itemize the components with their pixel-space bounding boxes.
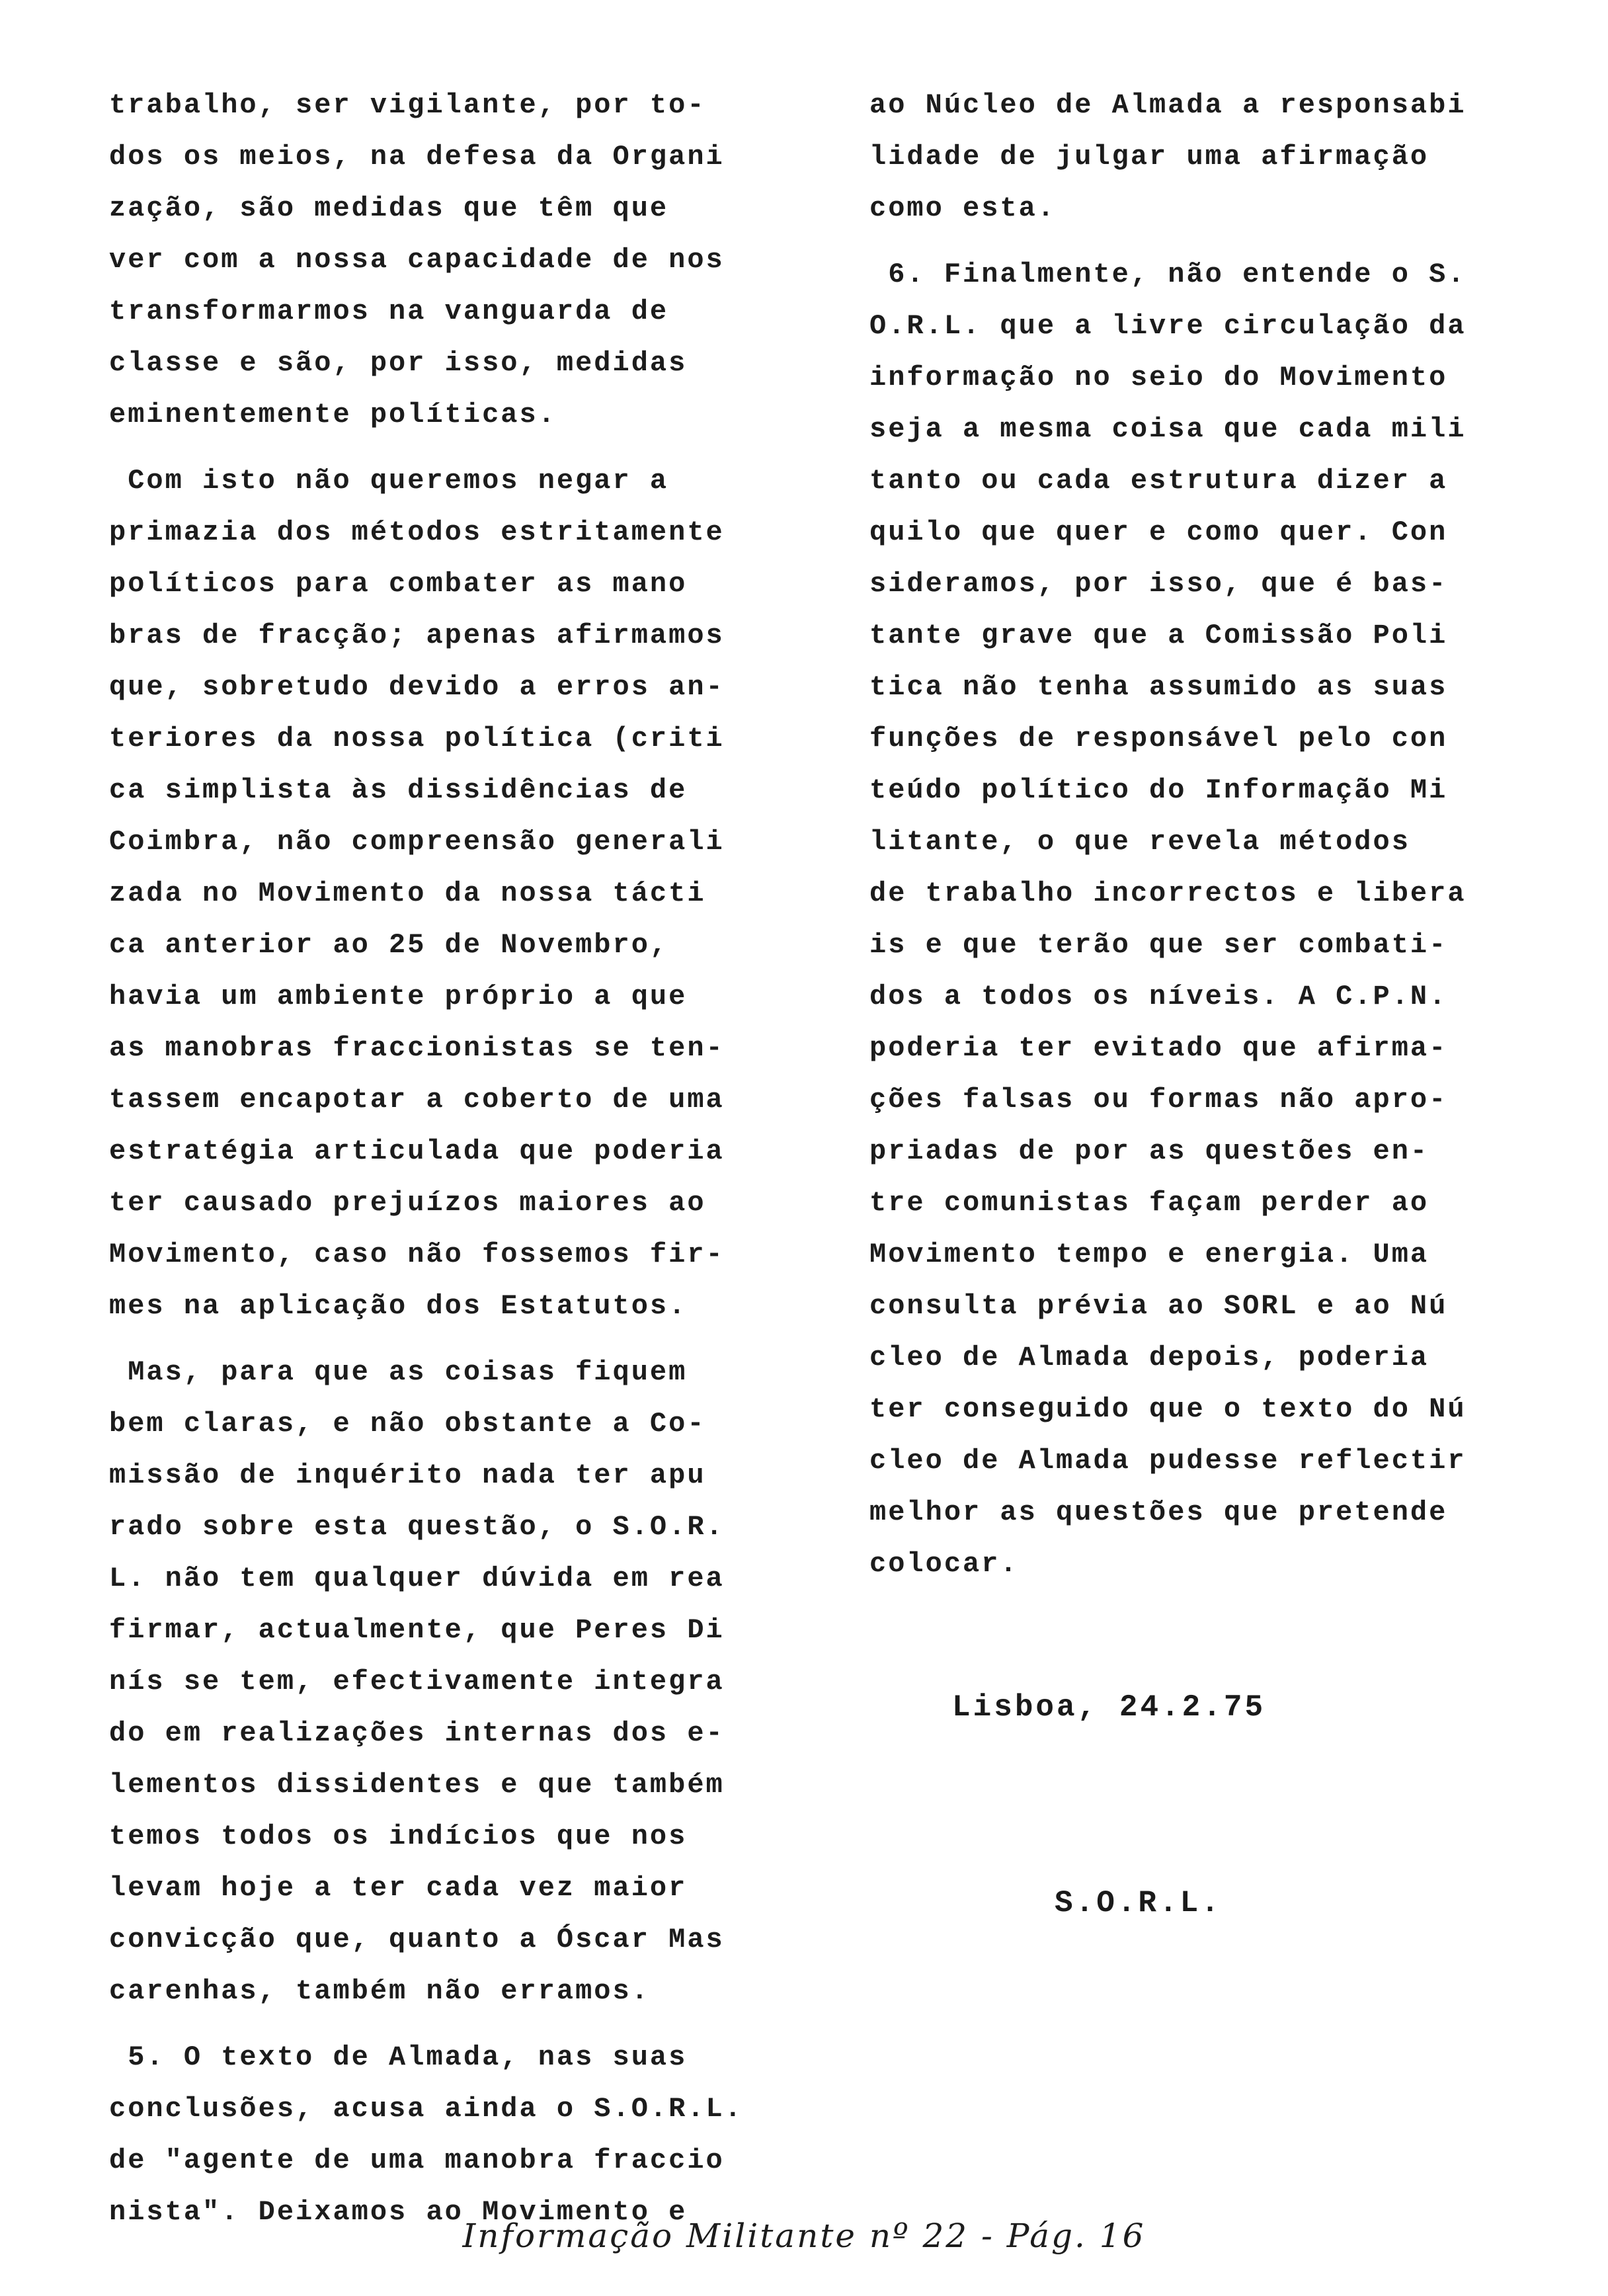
text-line: cleo de Almada depois, poderia bbox=[869, 1342, 1429, 1374]
text-line: tante grave que a Comissão Poli bbox=[869, 620, 1448, 651]
text-line: consulta prévia ao SORL e ao Nú bbox=[869, 1290, 1448, 1322]
text-line: convicção que, quanto a Óscar Mas bbox=[109, 1924, 725, 1955]
text-line: como esta. bbox=[869, 192, 1057, 224]
text-line: conclusões, acusa ainda o S.O.R.L. bbox=[109, 2093, 743, 2125]
text-line: mes na aplicação dos Estatutos. bbox=[109, 1290, 688, 1322]
text-line: bras de fracção; apenas afirmamos bbox=[109, 620, 725, 651]
text-line: informação no seio do Movimento bbox=[869, 362, 1448, 393]
text-line: primazia dos métodos estritamente bbox=[109, 516, 725, 548]
text-line: sideramos, por isso, que é bas- bbox=[869, 568, 1448, 600]
text-line: dos a todos os níveis. A C.P.N. bbox=[869, 981, 1448, 1012]
text-line: tanto ou cada estrutura dizer a bbox=[869, 465, 1448, 497]
text-line: quilo que quer e como quer. Con bbox=[869, 516, 1448, 548]
page-footer: Informação Militante nº 22 - Pág. 16 bbox=[462, 2217, 1146, 2255]
text-line: ver com a nossa capacidade de nos bbox=[109, 244, 725, 276]
text-line: de "agente de uma manobra fraccio bbox=[109, 2145, 725, 2176]
text-line: Mas, para que as coisas fiquem bbox=[109, 1356, 688, 1388]
text-line: priadas de por as questões en- bbox=[869, 1135, 1429, 1167]
paragraph-point-5 bbox=[109, 2031, 830, 2238]
text-line: teriores da nossa política (criti bbox=[109, 723, 725, 755]
text-line: colocar. bbox=[869, 1548, 1019, 1580]
text-line: 6. Finalmente, não entende o S. bbox=[869, 259, 1467, 290]
text-line: nís se tem, efectivamente integra bbox=[109, 1666, 725, 1698]
text-line: nista". Deixamos ao Movimento e bbox=[109, 2196, 688, 2228]
text-line: transformarmos na vanguarda de bbox=[109, 296, 669, 327]
text-line: rado sobre esta questão, o S.O.R. bbox=[109, 1511, 725, 1543]
text-line: ter causado prejuízos maiores ao bbox=[109, 1187, 706, 1219]
right-column bbox=[869, 79, 1550, 1604]
text-line: is e que terão que ser combati- bbox=[869, 929, 1448, 961]
text-line: do em realizações internas dos e- bbox=[109, 1717, 725, 1749]
text-line: carenhas, também não erramos. bbox=[109, 1975, 650, 2007]
text-line: as manobras fraccionistas se ten- bbox=[109, 1032, 725, 1064]
text-line: ções falsas ou formas não apro- bbox=[869, 1084, 1448, 1116]
text-line: O.R.L. que a livre circulação da bbox=[869, 310, 1467, 342]
text-line: lidade de julgar uma afirmação bbox=[869, 141, 1429, 173]
text-line: Com isto não queremos negar a bbox=[109, 465, 669, 497]
text-line: poderia ter evitado que afirma- bbox=[869, 1032, 1448, 1064]
text-line: zação, são medidas que têm que bbox=[109, 192, 669, 224]
text-line: temos todos os indícios que nos bbox=[109, 1821, 688, 1852]
text-line: Coimbra, não compreensão generali bbox=[109, 826, 725, 858]
text-line: de trabalho incorrectos e libera bbox=[869, 878, 1467, 909]
text-line: ao Núcleo de Almada a responsabi bbox=[869, 89, 1467, 121]
text-line: dos os meios, na defesa da Organi bbox=[109, 141, 725, 173]
text-line: 5. O texto de Almada, nas suas bbox=[109, 2041, 688, 2073]
text-line: havia um ambiente próprio a que bbox=[109, 981, 688, 1012]
text-line: firmar, actualmente, que Peres Di bbox=[109, 1614, 725, 1646]
text-line: tre comunistas façam perder ao bbox=[869, 1187, 1429, 1219]
text-line: funções de responsável pelo con bbox=[869, 723, 1448, 755]
text-line: estratégia articulada que poderia bbox=[109, 1135, 725, 1167]
text-line: missão de inquérito nada ter apu bbox=[109, 1459, 706, 1491]
text-line: ca simplista às dissidências de bbox=[109, 774, 688, 806]
text-line: classe e são, por isso, medidas bbox=[109, 347, 688, 379]
text-line: L. não tem qualquer dúvida em rea bbox=[109, 1563, 725, 1594]
paragraph-political-methods bbox=[109, 455, 830, 1332]
signature: S.O.R.L. bbox=[1055, 1886, 1222, 1920]
text-line: que, sobretudo devido a erros an- bbox=[109, 671, 725, 703]
text-line: lementos dissidentes e que também bbox=[109, 1769, 725, 1801]
text-line: eminentemente políticas. bbox=[109, 399, 557, 430]
paragraph-inquiry bbox=[109, 1346, 830, 2017]
text-line: seja a mesma coisa que cada mili bbox=[869, 413, 1467, 445]
text-line: litante, o que revela métodos bbox=[869, 826, 1410, 858]
text-line: Movimento, caso não fossemos fir- bbox=[109, 1239, 725, 1270]
text-line: teúdo político do Informação Mi bbox=[869, 774, 1448, 806]
text-line: ca anterior ao 25 de Novembro, bbox=[109, 929, 669, 961]
text-line: cleo de Almada pudesse reflectir bbox=[869, 1445, 1467, 1477]
text-line: Movimento tempo e energia. Uma bbox=[869, 1239, 1429, 1270]
text-line: políticos para combater as mano bbox=[109, 568, 688, 600]
text-line: melhor as questões que pretende bbox=[869, 1496, 1448, 1528]
text-line: bem claras, e não obstante a Co- bbox=[109, 1408, 706, 1440]
paragraph-point-6 bbox=[869, 249, 1550, 1590]
paragraph-vigilance bbox=[109, 79, 830, 440]
text-line: levam hoje a ter cada vez maior bbox=[109, 1872, 688, 1904]
text-line: zada no Movimento da nossa tácti bbox=[109, 878, 706, 909]
text-line: tassem encapotar a coberto de uma bbox=[109, 1084, 725, 1116]
text-line: tica não tenha assumido as suas bbox=[869, 671, 1448, 703]
left-column bbox=[109, 79, 830, 2252]
paragraph-continuation bbox=[869, 79, 1550, 234]
date-line: Lisboa, 24.2.75 bbox=[952, 1690, 1266, 1725]
text-line: ter conseguido que o texto do Nú bbox=[869, 1393, 1467, 1425]
text-line: trabalho, ser vigilante, por to- bbox=[109, 89, 706, 121]
